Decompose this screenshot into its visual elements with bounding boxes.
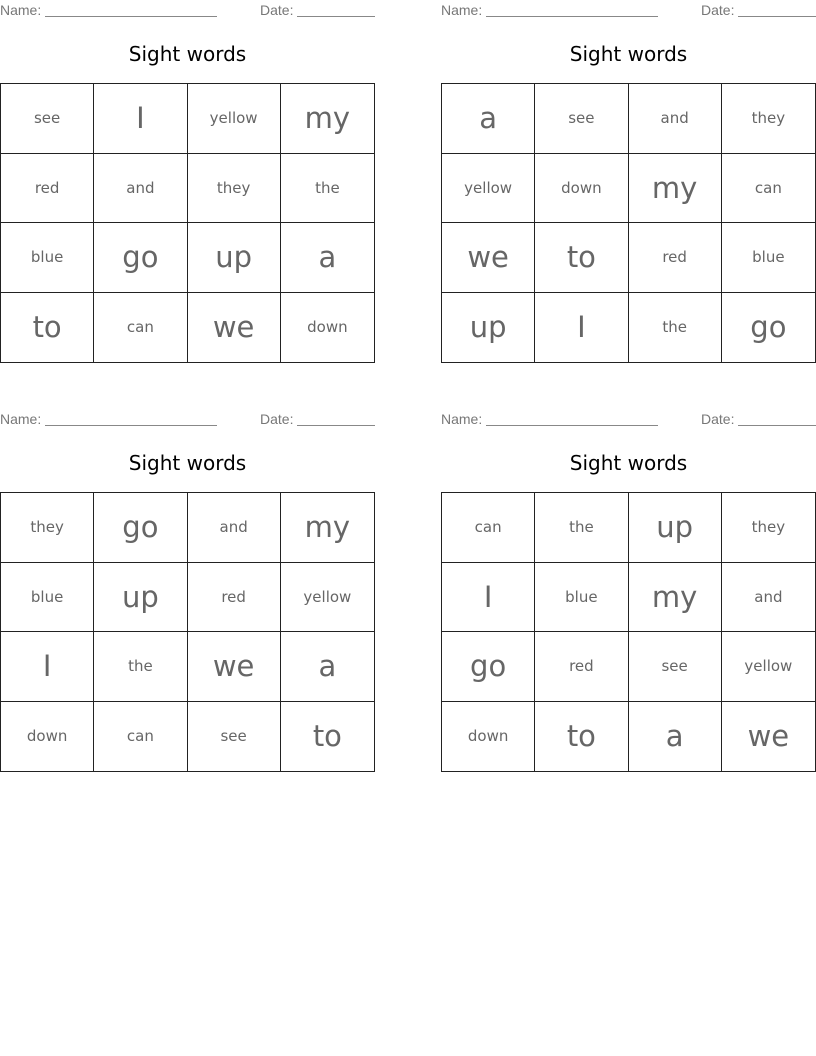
word-cell: we [188,293,281,363]
word-cell: they [722,493,815,563]
name-write-line [486,425,658,426]
word-cell: a [629,702,722,772]
word-cell: see [629,632,722,702]
word-cell: up [442,293,535,363]
word-cell: and [629,84,722,154]
word-cell: red [535,632,628,702]
word-cell: blue [1,223,94,293]
word-cell: we [188,632,281,702]
word-cell: can [94,702,187,772]
word-cell: to [312,719,342,754]
word-grid [0,492,375,772]
word-cell: down [1,702,94,772]
word-cell: and [188,493,281,563]
date-label: Date: [701,411,735,427]
word-cell: yellow [188,84,281,154]
word-cell: red [188,563,281,633]
word-cell: can [722,154,815,224]
word-cell: a [281,632,374,702]
card-header [0,0,375,22]
word-cell: red [629,223,722,293]
word-cell: they [722,84,815,154]
name-label: Name: [0,2,42,18]
word-grid [0,83,375,363]
word-cell: the [94,632,187,702]
card-title: Sight words [128,451,247,475]
name-label: Name: [0,411,42,427]
word-cell: my [281,493,374,563]
word-cell: my [281,84,374,154]
word-cell: my [629,563,722,633]
word-cell: to [1,293,94,363]
word-cell: up [94,563,187,633]
card-title: Sight words [569,451,688,475]
word-cell: blue [722,223,815,293]
card-title: Sight words [569,42,688,66]
name-label: Name: [441,2,483,18]
word-cell: see [1,84,94,154]
word-cell: up [188,223,281,293]
name-label: Name: [441,411,483,427]
card-title: Sight words [128,42,247,66]
word-cell: up [629,493,722,563]
bingo-card-4 [441,409,816,754]
word-cell: I [442,563,535,633]
date-write-line [297,425,375,426]
word-cell: red [1,154,94,224]
word-cell: go [442,632,535,702]
card-header [0,409,375,431]
date-write-line [738,425,816,426]
word-grid [441,492,816,772]
date-label: Date: [260,2,294,18]
date-write-line [738,16,816,17]
card-header [441,0,816,22]
word-cell: blue [535,563,628,633]
word-cell: yellow [722,632,815,702]
word-cell: and [94,154,187,224]
name-write-line [486,16,658,17]
word-cell: we [747,719,790,754]
word-cell: to [535,702,628,772]
bingo-card-1 [0,0,375,345]
word-cell: down [442,702,535,772]
name-write-line [45,16,217,17]
word-cell: yellow [442,154,535,224]
word-cell: the [281,154,374,224]
word-cell: they [188,154,281,224]
word-cell: to [535,223,628,293]
word-cell: see [535,84,628,154]
bingo-card-3 [0,409,375,754]
word-cell: can [94,293,187,363]
word-cell: yellow [281,563,374,633]
date-label: Date: [701,2,735,18]
word-cell: can [442,493,535,563]
word-cell: go [94,493,187,563]
word-cell: go [750,310,787,345]
word-cell: blue [1,563,94,633]
word-cell: the [629,293,722,363]
word-grid [441,83,816,363]
word-cell: down [307,318,348,337]
word-cell: a [281,223,374,293]
name-write-line [45,425,217,426]
word-cell: the [535,493,628,563]
bingo-card-2 [441,0,816,345]
card-header [441,409,816,431]
word-cell: a [442,84,535,154]
word-cell: they [1,493,94,563]
word-cell: see [188,702,281,772]
word-cell: I [94,84,187,154]
word-cell: my [629,154,722,224]
word-cell: we [442,223,535,293]
word-cell: go [94,223,187,293]
word-cell: down [535,154,628,224]
word-cell: I [535,293,628,363]
date-label: Date: [260,411,294,427]
date-write-line [297,16,375,17]
word-cell: I [1,632,94,702]
word-cell: and [722,563,815,633]
